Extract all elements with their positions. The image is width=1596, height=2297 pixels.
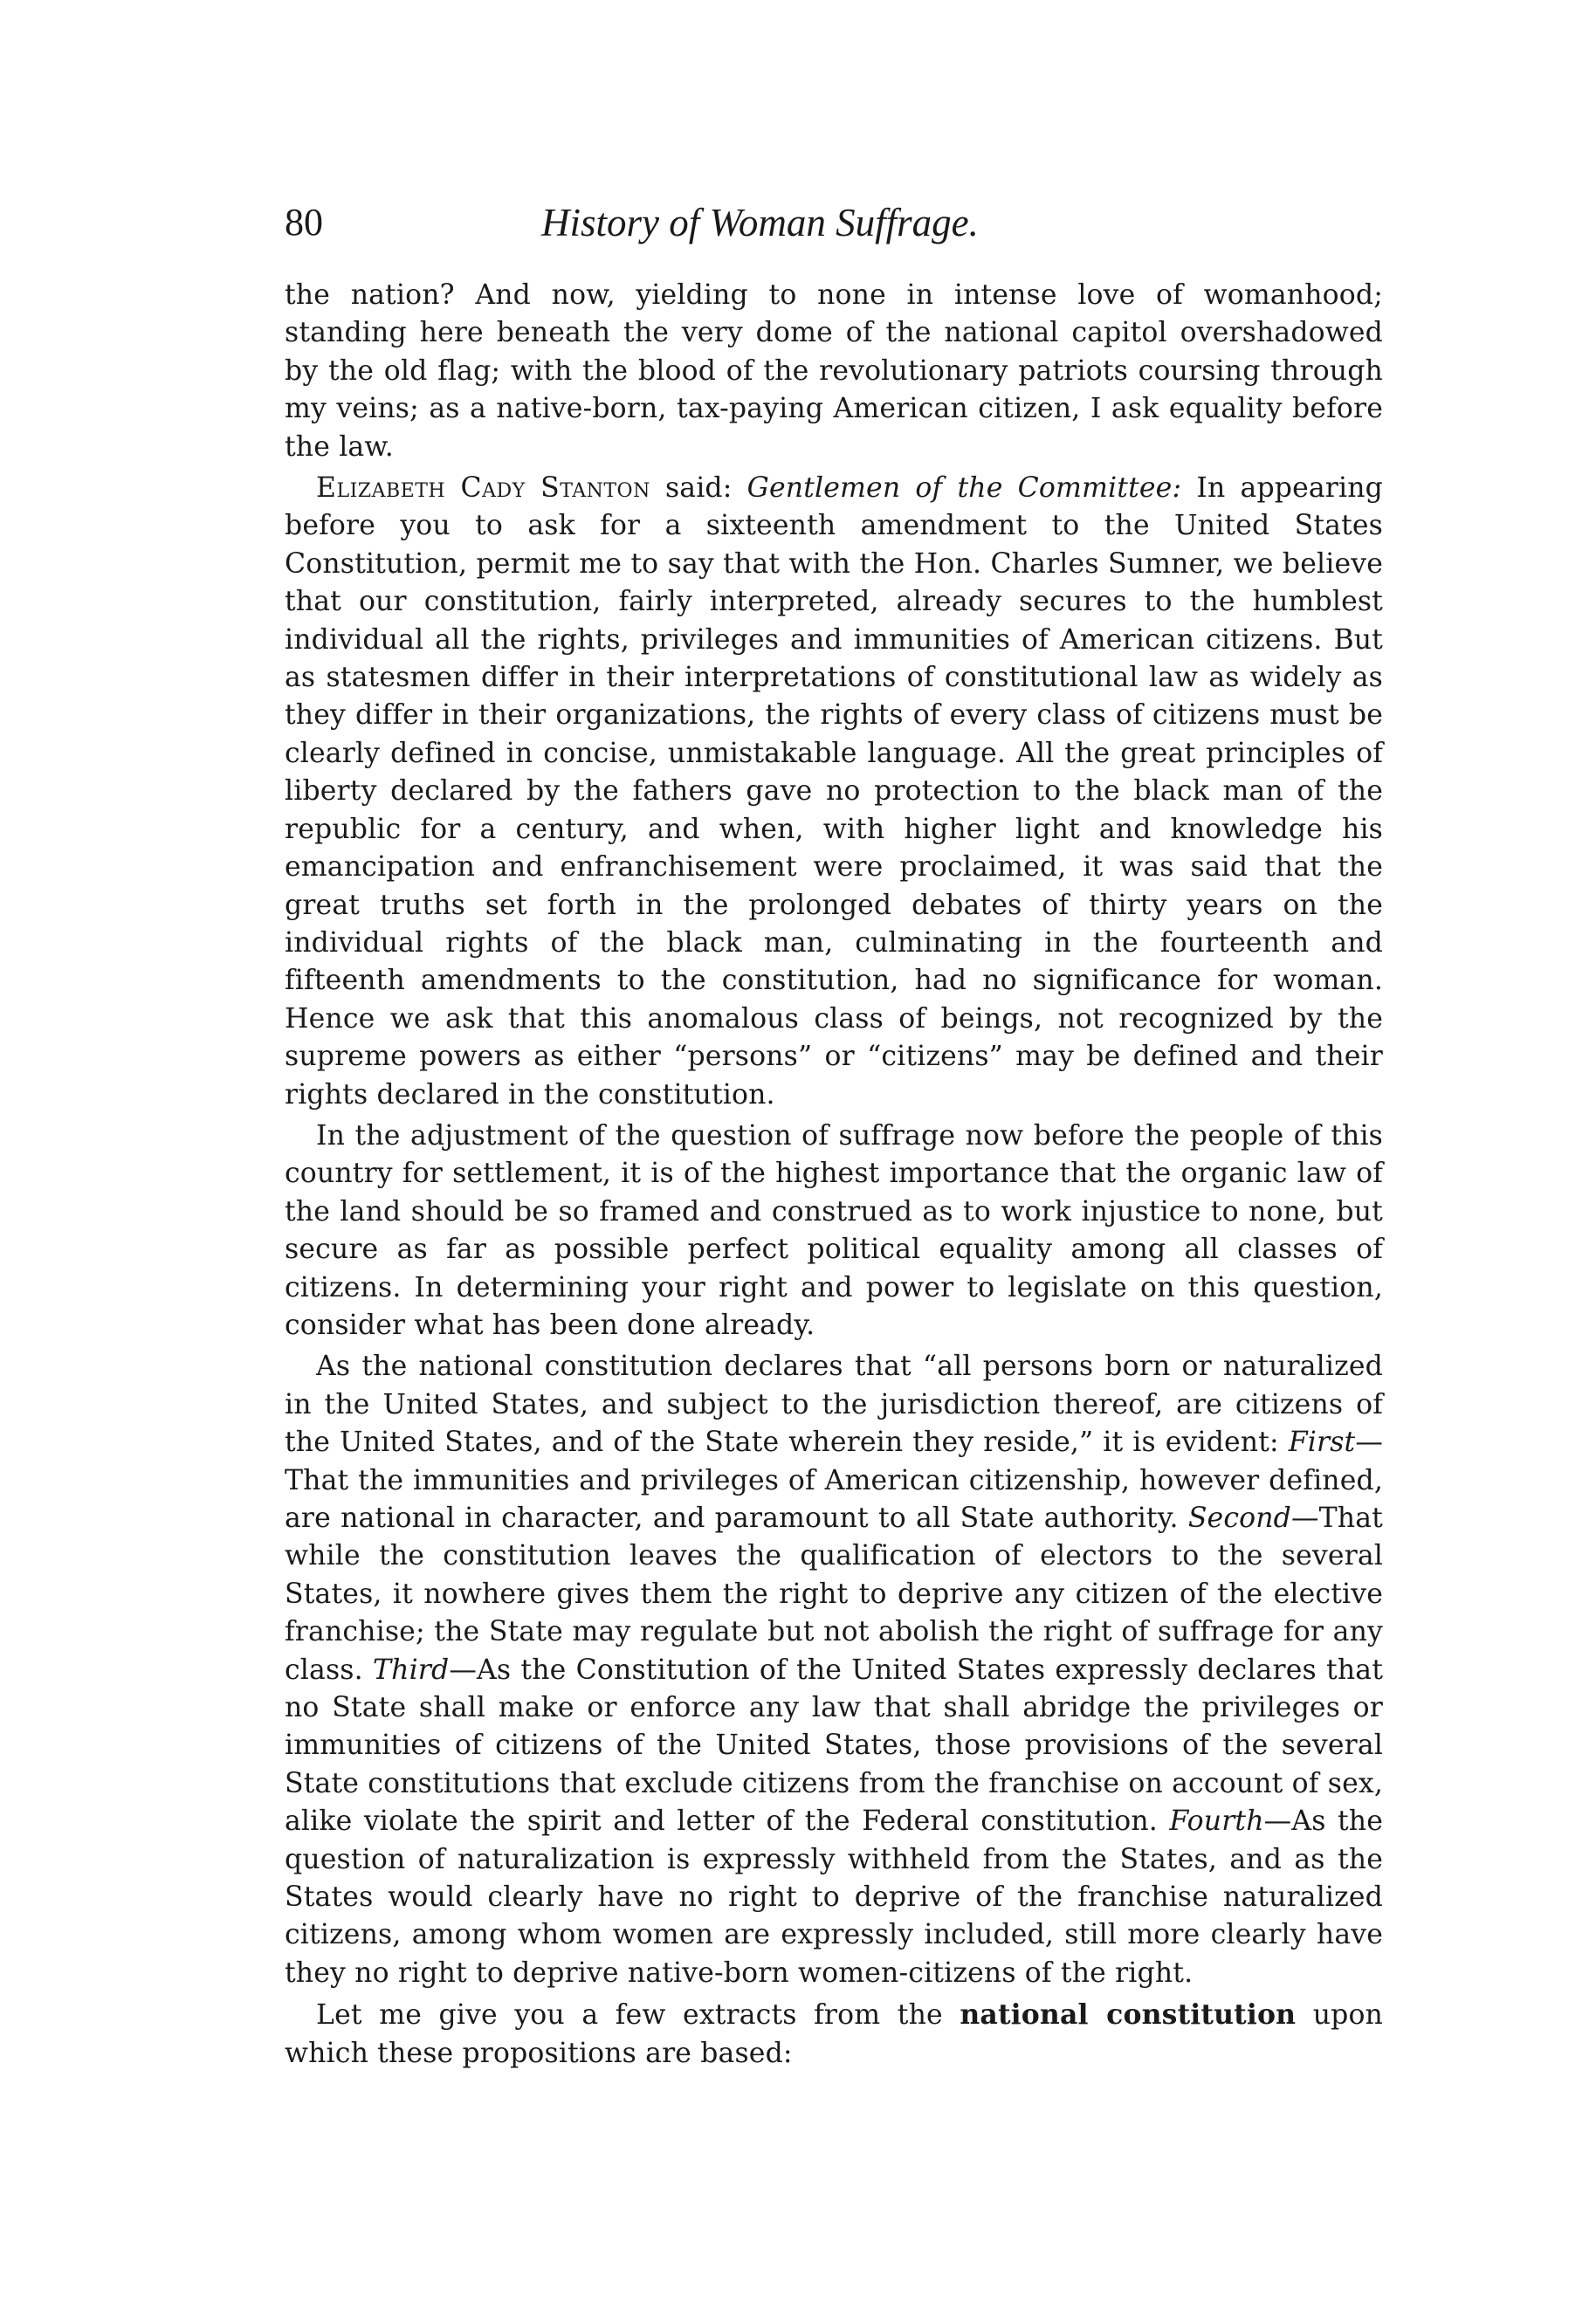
paragraph-5	[285, 1996, 1383, 2073]
second-label: Second	[1187, 1503, 1291, 1534]
paragraph-3: In the adjustment of the question of suffrage now before the people of this country for settlement, it is of the highest importance that the organic law of the land should be so framed and construed as to work injustice to none, but secure as far as possible perfect political equality among all classes of citizens. In determining your right and power to legislate on this question, consider what has been done already.	[285, 1119, 1383, 1341]
third-proposition: —As the Constitution of the United States expressly declares that no State shall make or enforce any law that shall abridge the privileges or immunities of citizens of the United States, those provisions of the several State constitutions that exclude citizens from the franchise on account of sex, alike violate the spirit and letter of the Federal constitution.	[285, 1654, 1384, 1838]
paragraph-4	[285, 1348, 1383, 1992]
second-proposition: —That while the constitution leaves the qualification of electors to the several States, it nowhere gives them the right to deprive any citizen of the elective franchise; the State may regulate but not abolish the right of suffrage for any class.	[285, 1503, 1383, 1686]
third-label: Third	[372, 1654, 450, 1686]
paragraph-4-intro: As the national constitution declares that “all persons born or naturalized in the United States, and subject to the jurisdiction thereof, are citizens of the United States, and of the State wherein they reside,” it is evident:	[285, 1351, 1383, 1459]
committee-address: Gentlemen of the Committee:	[746, 472, 1182, 505]
paragraph-5-start: Let me give you a few extracts from the	[316, 1999, 960, 2032]
running-title: History of Woman Suffrage.	[541, 201, 979, 244]
speech-intro: said:	[650, 472, 747, 505]
speaker-name: Elizabeth Cady Stanton	[316, 472, 650, 505]
page-header	[285, 196, 1383, 259]
body-text	[285, 277, 1383, 2073]
national-constitution-phrase: national constitution	[960, 1998, 1297, 2032]
page-number: 80	[285, 201, 323, 244]
fourth-label: Fourth	[1169, 1805, 1264, 1838]
paragraph-2	[285, 470, 1383, 1114]
first-proposition: —That the immunities and privileges of American citizenship, however defined, are national in character, and paramount to all State authority.	[285, 1427, 1383, 1534]
paragraph-1: the nation? And now, yielding to none in intense love of womanhood; standing here beneath the very dome of the national capitol overshadowed by the old flag; with the blood of the revolutionary patriots coursing through my veins; as a native-born, tax-paying American citizen, I ask equality before the law.	[285, 279, 1383, 463]
fourth-proposition: —As the question of naturalization is expressly withheld from the States, and as the States would clearly have no right to deprive of the franchise naturalized citizens, among whom women are expressly included, still more clearly have they no right to deprive native-born women-citizens of the right.	[285, 1805, 1383, 1989]
paragraph-5-end: upon which these propositions are based:	[285, 1999, 1383, 2069]
book-page	[285, 196, 1383, 2204]
paragraph-2-body: In appearing before you to ask for a sixteenth amendment to the United States Constitution, permit me to say that with the Hon. Charles Sumner, we believe that our constitution, fairly interpreted, already secures to the humblest individual all the rights, privileges and immunities of American citizens. But as statesmen differ in their interpretations of constitutional law as widely as they differ in their organizations, the rights of every class of citizens must be clearly defined in concise, unmistakable language. All the great principles of liberty declared by the fathers gave no protection to the black man of the republic for a century, and when, with higher light and knowledge his emancipation and enfranchisement were proclaimed, it was said that the great truths set forth in the prolonged debates of thirty years on the individual rights of the black man, culminating in the fourteenth and fifteenth amendments to the constitution, had no significance for woman. Hence we ask that this anomalous class of beings, not recognized by the supreme powers as either “persons” or “citizens” may be defined and their rights declared in the constitution.	[285, 472, 1383, 1111]
first-label: First	[1288, 1427, 1356, 1459]
